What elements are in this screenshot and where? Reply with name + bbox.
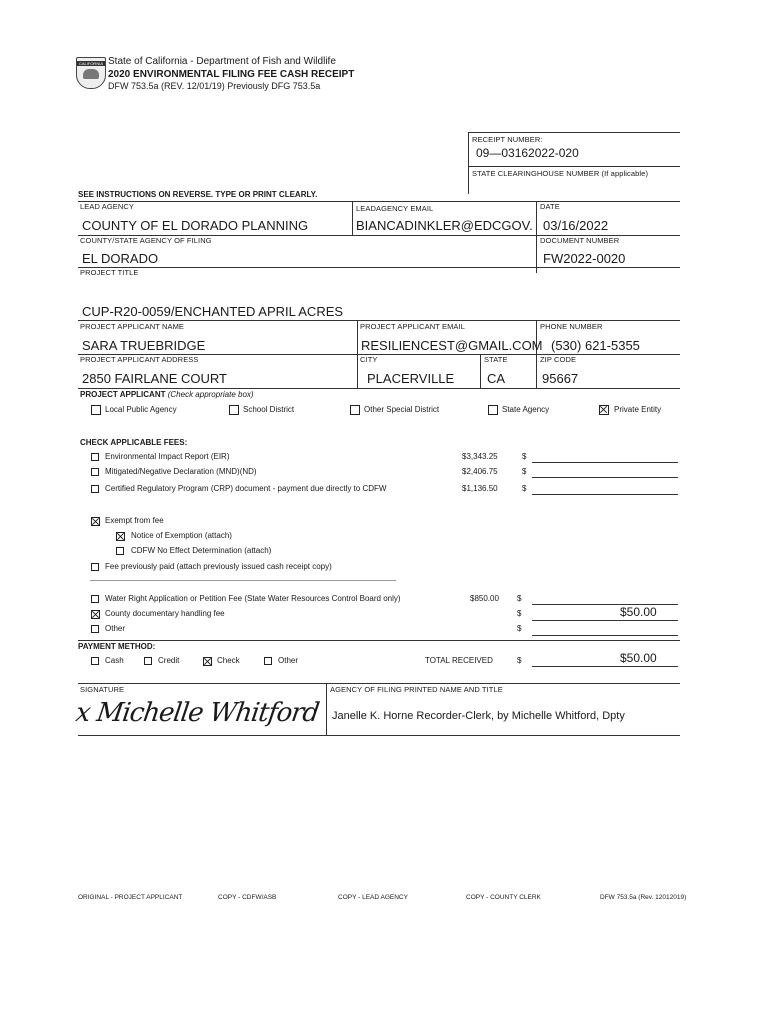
city-value: PLACERVILLE xyxy=(367,371,455,386)
receipt-number: 09—03162022-020 xyxy=(476,146,579,160)
payment-other: Other xyxy=(278,656,299,665)
option-state-agency: State Agency xyxy=(502,405,550,414)
header-line3: DFW 753.5a (REV. 12/01/19) Previously DFG 753.5a xyxy=(108,81,321,91)
applicant-type-heading xyxy=(80,390,254,399)
fee-crp-dollar: $ xyxy=(522,484,527,493)
county-handling-fee: County documentary handling fee xyxy=(105,609,225,618)
total-dollar: $ xyxy=(517,656,522,665)
option-local-public-agency: Local Public Agency xyxy=(105,405,177,414)
total-received-label: TOTAL RECEIVED xyxy=(425,656,493,665)
county-value: EL DORADO xyxy=(82,251,159,266)
fee-mnd-dollar: $ xyxy=(522,467,527,476)
checkbox-county-fee-checked[interactable] xyxy=(91,610,100,619)
agency-of-filing-name: Janelle K. Horne Recorder-Clerk, by Michelle Whitford, Dpty xyxy=(332,710,625,722)
checkbox-exempt-checked[interactable] xyxy=(91,517,100,526)
zip-value: 95667 xyxy=(542,371,579,386)
state-value: CA xyxy=(487,371,506,386)
payment-check: Check xyxy=(217,656,240,665)
fee-previously-paid: Fee previously paid (attach previously issued cash receipt copy) xyxy=(105,562,332,571)
footer-original: ORIGINAL - PROJECT APPLICANT xyxy=(78,894,183,901)
applicant-email: RESILIENCEST@GMAIL.COM xyxy=(361,338,543,353)
applicant-type-label: PROJECT APPLICANT xyxy=(80,390,166,399)
total-received: $50.00 xyxy=(620,651,657,665)
option-private-entity: Private Entity xyxy=(614,405,662,414)
county-label: COUNTY/STATE AGENCY OF FILING xyxy=(80,236,212,245)
date-label: DATE xyxy=(540,202,560,211)
checkbox-check-checked[interactable] xyxy=(203,657,212,666)
document-number: FW2022-0020 xyxy=(543,251,626,266)
lead-email: BIANCADINKLER@EDCGOV. xyxy=(356,218,533,233)
header-line1: State of California - Department of Fish and Wildlife xyxy=(108,56,336,67)
phone-value: (530) 621-5355 xyxy=(551,338,640,353)
fee-crp: Certified Regulatory Program (CRP) document - payment due directly to CDFW xyxy=(105,484,387,493)
lead-email-label: LEADAGENCY EMAIL xyxy=(356,204,434,213)
project-title-label: PROJECT TITLE xyxy=(80,268,139,277)
checkbox-mnd[interactable] xyxy=(91,468,99,476)
footer-form-number: DFW 753.5a (Rev. 12012019) xyxy=(600,894,687,901)
checkbox-credit[interactable] xyxy=(144,657,152,665)
checkbox-school-district[interactable] xyxy=(229,405,239,415)
notice-of-exemption: Notice of Exemption (attach) xyxy=(131,531,232,540)
applicant-label: PROJECT APPLICANT NAME xyxy=(80,322,185,331)
fee-eir-amount: $3,343.25 xyxy=(462,452,498,461)
checkbox-other-fee[interactable] xyxy=(91,625,99,633)
city-label: CITY xyxy=(360,355,378,364)
fees-heading: CHECK APPLICABLE FEES: xyxy=(80,438,188,447)
document-number-label: DOCUMENT NUMBER xyxy=(540,236,620,245)
instructions: SEE INSTRUCTIONS ON REVERSE. TYPE OR PRINT CLEARLY. xyxy=(78,190,318,199)
form-title: 2020 ENVIRONMENTAL FILING FEE CASH RECEIPT xyxy=(108,69,355,80)
checkbox-water-right[interactable] xyxy=(91,595,99,603)
checkbox-prev-paid[interactable] xyxy=(91,563,99,571)
water-right-amount: $850.00 xyxy=(470,594,499,603)
county-fee-dollar: $ xyxy=(517,609,522,618)
checkbox-no-effect[interactable] xyxy=(116,547,124,555)
clearinghouse-label: STATE CLEARINGHOUSE NUMBER (If applicable) xyxy=(472,169,649,178)
checkbox-private-entity-checked[interactable] xyxy=(599,405,609,415)
receipt-number-label: RECEIPT NUMBER: xyxy=(472,135,543,144)
footer-copy-county: COPY - COUNTY CLERK xyxy=(466,894,541,901)
phone-label: PHONE NUMBER xyxy=(540,322,603,331)
payment-credit: Credit xyxy=(158,656,180,665)
seal-text: CALIFORNIA xyxy=(78,61,103,66)
checkbox-payment-other[interactable] xyxy=(264,657,272,665)
fee-eir: Environmental Impact Report (EIR) xyxy=(105,452,230,461)
state-label: STATE xyxy=(484,355,508,364)
signature: x Michelle Whitford xyxy=(73,698,321,728)
option-other-special-district: Other Special District xyxy=(364,405,440,414)
applicant-name: SARA TRUEBRIDGE xyxy=(82,338,206,353)
address-label: PROJECT APPLICANT ADDRESS xyxy=(80,355,199,364)
checkbox-state-agency[interactable] xyxy=(488,405,498,415)
date-value: 03/16/2022 xyxy=(543,218,609,233)
project-title: CUP-R20-0059/ENCHANTED APRIL ACRES xyxy=(82,304,344,319)
other-fee-dollar: $ xyxy=(517,624,522,633)
applicant-type-hint: (Check appropriate box) xyxy=(167,390,254,399)
footer-copy-lead: COPY - LEAD AGENCY xyxy=(338,894,408,901)
footer-copy-cdfw: COPY - CDFW/ASB xyxy=(218,894,277,901)
no-effect-determination: CDFW No Effect Determination (attach) xyxy=(131,546,272,555)
option-school-district: School District xyxy=(243,405,295,414)
checkbox-eir[interactable] xyxy=(91,453,99,461)
fee-crp-amount: $1,136.50 xyxy=(462,484,498,493)
exempt-from-fee: Exempt from fee xyxy=(105,516,164,525)
checkbox-local-public-agency[interactable] xyxy=(91,405,101,415)
agency-of-filing-label: AGENCY OF FILING PRINTED NAME AND TITLE xyxy=(330,685,503,694)
checkbox-cash[interactable] xyxy=(91,657,99,665)
county-fee-amount: $50.00 xyxy=(620,605,657,619)
lead-agency: COUNTY OF EL DORADO PLANNING xyxy=(82,218,309,233)
payment-method-label: PAYMENT METHOD: xyxy=(78,642,156,651)
other-fee: Other xyxy=(105,624,126,633)
zip-label: ZIP CODE xyxy=(540,355,577,364)
checkbox-other-special-district[interactable] xyxy=(350,405,360,415)
lead-agency-label: LEAD AGENCY xyxy=(80,202,135,211)
applicant-email-label: PROJECT APPLICANT EMAIL xyxy=(360,322,465,331)
payment-cash: Cash xyxy=(105,656,124,665)
agency-seal xyxy=(76,57,106,89)
fee-mnd-amount: $2,406.75 xyxy=(462,467,498,476)
address-value: 2850 FAIRLANE COURT xyxy=(82,371,227,386)
water-right-dollar: $ xyxy=(517,594,522,603)
fee-eir-dollar: $ xyxy=(522,452,527,461)
signature-label: SIGNATURE xyxy=(80,685,125,694)
water-right-fee: Water Right Application or Petition Fee (State Water Resources Control Board only) xyxy=(105,594,401,603)
fee-mnd: Mitigated/Negative Declaration (MND)(ND) xyxy=(105,467,257,476)
checkbox-notice-exemption-checked[interactable] xyxy=(116,532,125,541)
checkbox-crp[interactable] xyxy=(91,485,99,493)
